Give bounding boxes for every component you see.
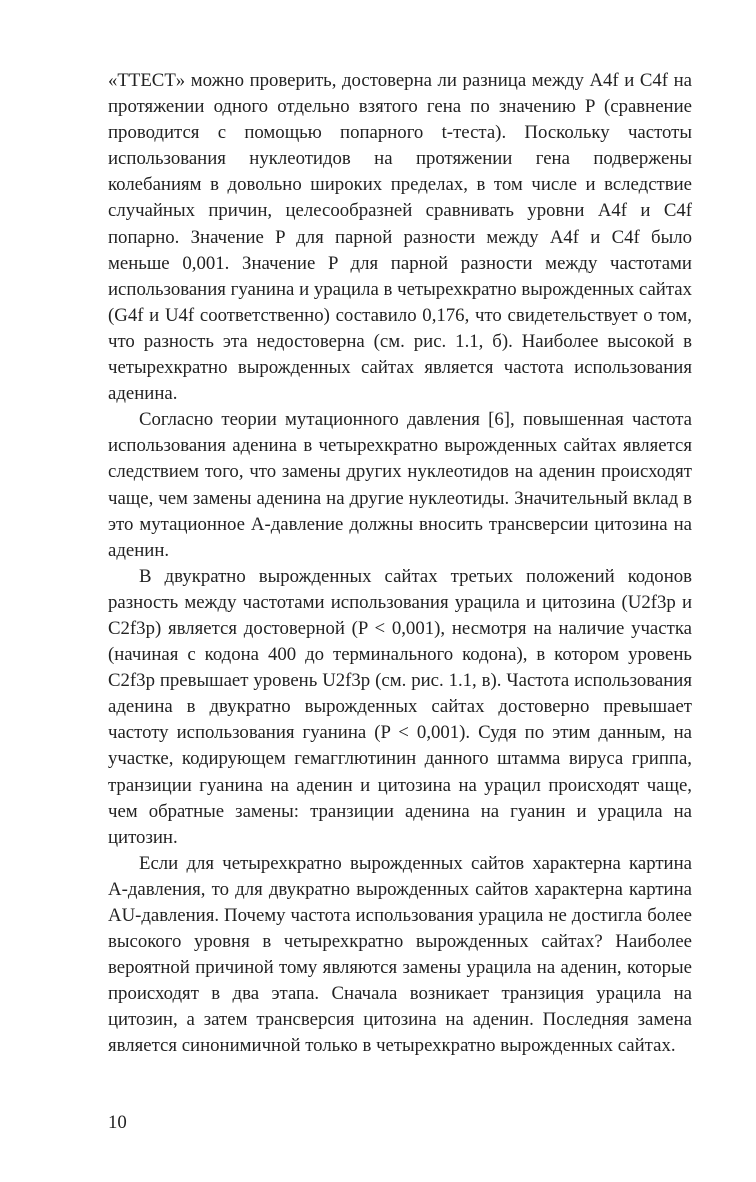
paragraph-1: «TTECT» можно проверить, достоверна ли разница между A4f и C4f на протяжении одного отдельно взятого гена по значению P (сравнение проводится с помощью попарного t-теста). Поскольку частоты использования нуклеотидов на протяжении гена подвержены колебаниям в довольно широких пределах, в том числе и вследствие случайных причин, целесообразней сравнивать уровни A4f и C4f попарно. Значение P для парной разности между A4f и C4f было меньше 0,001. Значение P для парной разности между частотами использования гуанина и урацила в четырехкратно вырожденных сайтах (G4f и U4f соответственно) составило 0,176, что свидетельствует о том, что разность эта недостоверна (см. рис. 1.1, б). Наиболее высокой в четырехкратно вырожденных сайтах является частота использования аденина.: [108, 70, 692, 405]
paragraph-3: В двукратно вырожденных сайтах третьих положений кодонов разность между частотами использования урацила и цитозина (U2f3p и C2f3p) является достоверной (P < 0,001), несмотря на наличие участка (начиная с кодона 400 до терминального кодона), в котором уровень C2f3p превышает уровень U2f3p (см. рис. 1.1, в). Частота использования аденина в двукратно вырожденных сайтах достоверно превышает частоту использования гуанина (P < 0,001). Судя по этим данным, на участке, кодирующем гемагглютинин данного штамма вируса гриппа, транзиции гуанина на аденин и цитозина на урацил происходят чаще, чем обратные замены: транзиции аденина на гуанин и урацила на цитозин.: [108, 565, 692, 848]
paragraph-2: Согласно теории мутационного давления [6], повышенная частота использования аденина в четырехкратно вырожденных сайтах является следствием того, что замены других нуклеотидов на аденин происходят чаще, чем замены аденина на другие нуклеотиды. Значительный вклад в это мутационное A-давление должны вносить трансверсии цитозина на аденин.: [108, 409, 692, 561]
page-body: [108, 68, 692, 1060]
page-number: 10: [108, 1112, 127, 1133]
paragraph-4: Если для четырехкратно вырожденных сайтов характерна картина A-давления, то для двукратно вырожденных сайтов характерна картина AU-давления. Почему частота использования урацила не достигла более высокого уровня в четырехкратно вырожденных сайтах? Наиболее вероятной причиной тому являются замены урацила на аденин, которые происходят в два этапа. Сначала возникает транзиция урацила на цитозин, а затем трансверсия цитозина на аденин. Последняя замена является синонимичной только в четырехкратно вырожденных сайтах.: [108, 852, 692, 1057]
